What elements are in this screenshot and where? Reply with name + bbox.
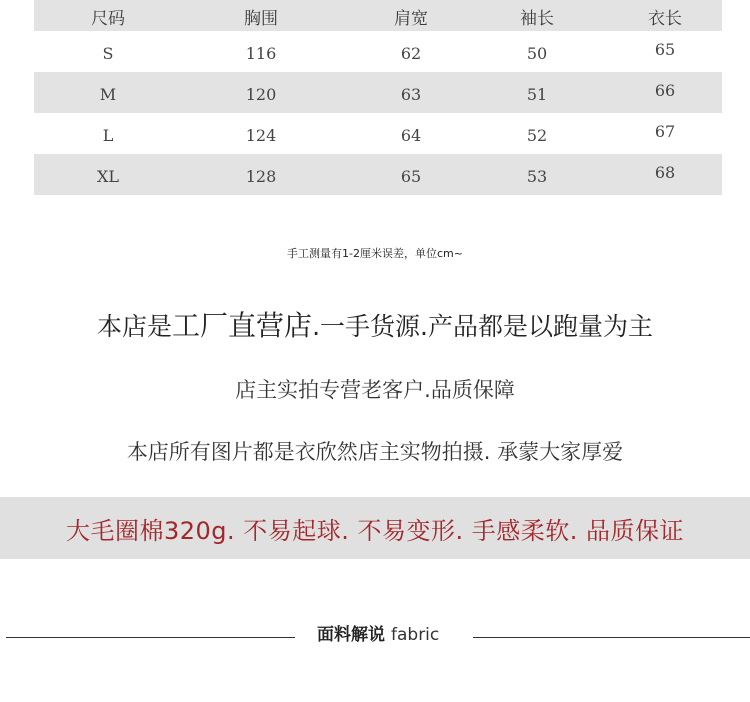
cell-shoulder: 65 [400,167,422,186]
divider-left [6,637,295,638]
cell-size: L [102,126,114,145]
real-photo-line: 本店所有图片都是衣欣然店主实物拍摄. 承蒙大家厚爱 [126,440,624,464]
size-table [34,0,722,195]
cell-chest: 124 [245,126,277,145]
owner-photo-line: 店主实拍专营老客户.品质保障 [235,378,515,402]
cell-length: 67 [654,122,676,141]
table-row [34,31,722,72]
section-title-cn: 面料解说 [317,625,385,645]
cell-length: 65 [654,40,676,59]
size-table-header [34,0,722,31]
measurement-note: 手工测量有1-2厘米误差，单位cm~ [287,247,463,260]
cell-size: S [102,44,114,63]
table-row [34,154,722,195]
cell-chest: 128 [245,167,277,186]
cell-shoulder: 63 [400,85,422,104]
cell-sleeve: 53 [526,167,548,186]
factory-line-emphasis: 工厂直营店 [172,309,313,342]
cell-shoulder: 64 [400,126,422,145]
cell-sleeve: 50 [526,44,548,63]
header-length: 衣长 [648,9,682,29]
factory-line-prefix: 本店是 [97,312,173,341]
cell-size: M [99,85,117,104]
header-chest: 胸围 [244,9,278,29]
cell-sleeve: 52 [526,126,548,145]
cell-chest: 116 [245,44,277,63]
factory-direct-line [0,304,750,344]
table-row [34,72,722,113]
section-title-en: fabric [391,625,440,645]
factory-line-suffix: .一手货源.产品都是以跑量为主 [312,312,653,341]
divider-right [473,637,750,638]
header-shoulder: 肩宽 [394,9,428,29]
section-title [317,620,439,645]
fabric-section-header [0,620,750,648]
fabric-feature-banner [0,497,750,559]
cell-chest: 120 [245,85,277,104]
cell-sleeve: 51 [526,85,548,104]
table-row [34,113,722,154]
cell-shoulder: 62 [400,44,422,63]
header-sleeve: 袖长 [520,9,554,29]
cell-length: 66 [654,81,676,100]
cell-length: 68 [654,163,676,182]
cell-size: XL [96,167,119,186]
banner-text: 大毛圈棉320g. 不易起球. 不易变形. 手感柔软. 品质保证 [65,516,685,545]
header-size: 尺码 [91,9,125,29]
